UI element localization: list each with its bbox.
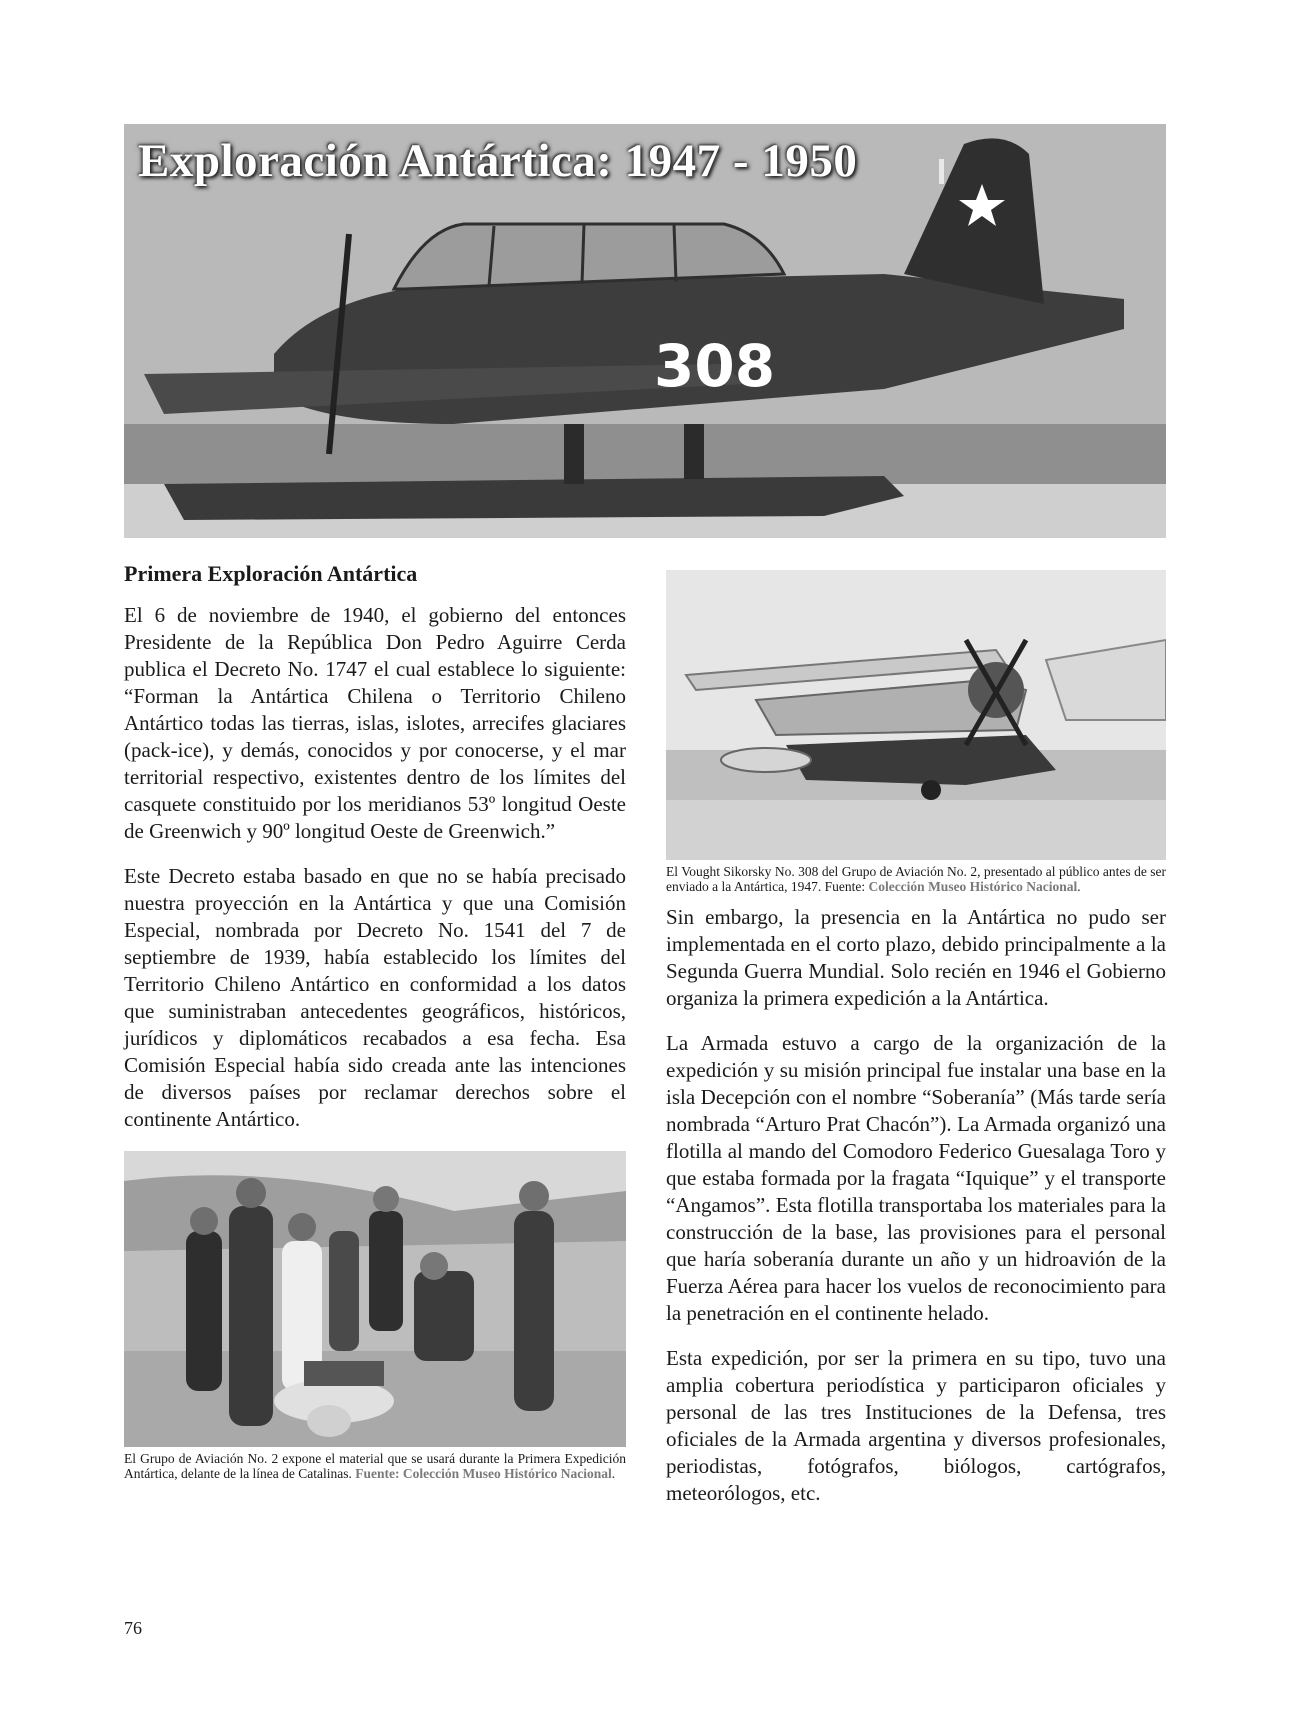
caption-text: El Grupo de Aviación No. 2 expone el material que se usará durante la Primera Expedición Antártica, delante de la línea de Catalinas.: [124, 1451, 626, 1481]
biplane-photo-illustration: [666, 570, 1166, 860]
photo-vought-sikorsky-308: [666, 570, 1166, 860]
paragraph-navy-expedition: La Armada estuvo a cargo de la organización de la expedición y su misión principal fue instalar una base en la isla Decepción con el nombre “Soberanía” (Más tarde sería nombrada “Arturo Prat Chacón”). La Armada organizó una flotilla al mando del Comodoro Federico Guesalaga Toro y que estaba formada por la fragata “Iquique” y el transporte “Angamos”. Esta flotilla transportaba los materiales para la construcción de la base, las provisiones para el personal que haría soberanía durante un año y un hidroavión de la Fuerza Aérea para hacer los vuelos de reconocimiento para la penetración en el continente helado.: [666, 1031, 1166, 1325]
right-column: [666, 570, 1166, 1525]
paragraph-press-coverage: Esta expedición, por ser la primera en su tipo, tuvo una amplia cobertura periodística y participaron oficiales y personal de las tres Instituciones de la Defensa, tres oficiales de la Armada argentina y diversos profesionales, periodistas, fotógrafos, biólogos, cartógrafos, meteorólogos, etc.: [666, 1346, 1166, 1505]
page-number: 76: [124, 1618, 142, 1638]
paragraph-decree-1747: El 6 de noviembre de 1940, el gobierno del entonces Presidente de la República Don Pedro Aguirre Cerda publica el Decreto No. 1747 el cual establece lo siguiente: “Forman la Antártica Chilena o Territorio Chileno Antártico todas las tierras, islas, islotes, arrecifes glaciares (pack-ice), y demás, conocidos y por conocerse, y el mar territorial respectivo, existentes dentro de los límites del casquete constituido por los meridianos 53º longitud Oeste de Greenwich y 90º longitud Oeste de Greenwich.”: [124, 603, 626, 843]
header-photo: [124, 124, 1166, 538]
officers-photo-illustration: [124, 1151, 626, 1447]
page-title: Exploración Antártica: 1947 - 1950: [138, 135, 858, 187]
caption-source: Colección Museo Histórico Nacional: [868, 879, 1078, 894]
paragraph-special-commission: Este Decreto estaba basado en que no se había precisado nuestra proyección en la Antártica y que una Comisión Especial, nombrada por Decreto No. 1541 del 7 de septiembre de 1939, había establecido los límites del Territorio Chileno Antártico en conformidad a los datos que suministraban antecedentes geográficos, históricos, jurídicos y diplomáticos recabados a esa fecha. Esa Comisión Especial había sido creada ante las intenciones de diversos países por reclamar derechos sobre el continente Antártico.: [124, 864, 626, 1131]
photo-aviation-group-material: [124, 1151, 626, 1447]
caption-text: El Vought Sikorsky No. 308 del Grupo de Aviación No. 2, presentado al público antes de ser enviado a la Antártica, 1947. Fuente:: [666, 864, 1166, 894]
left-column: [124, 560, 626, 1481]
section-heading: Primera Exploración Antártica: [124, 561, 418, 586]
paragraph-world-war: Sin embargo, la presencia en la Antártica no pudo ser implementada en el corto plazo, debido principalmente a la Segunda Guerra Mundial. Solo recién en 1946 el Gobierno organiza la primera expedición a la Antártica.: [666, 905, 1166, 1010]
caption-source: Fuente: Colección Museo Histórico Nacional: [355, 1466, 612, 1481]
photo-caption-left: El Grupo de Aviación No. 2 expone el material que se usará durante la Primera Expedición Antártica, delante de la línea de Catalinas. Fuente: Colección Museo Histórico Nacional.: [124, 1451, 626, 1481]
fuselage-number: 308: [654, 332, 776, 400]
photo-caption-right: El Vought Sikorsky No. 308 del Grupo de Aviación No. 2, presentado al público antes de ser enviado a la Antártica, 1947. Fuente: Colección Museo Histórico Nacional.: [666, 864, 1166, 894]
